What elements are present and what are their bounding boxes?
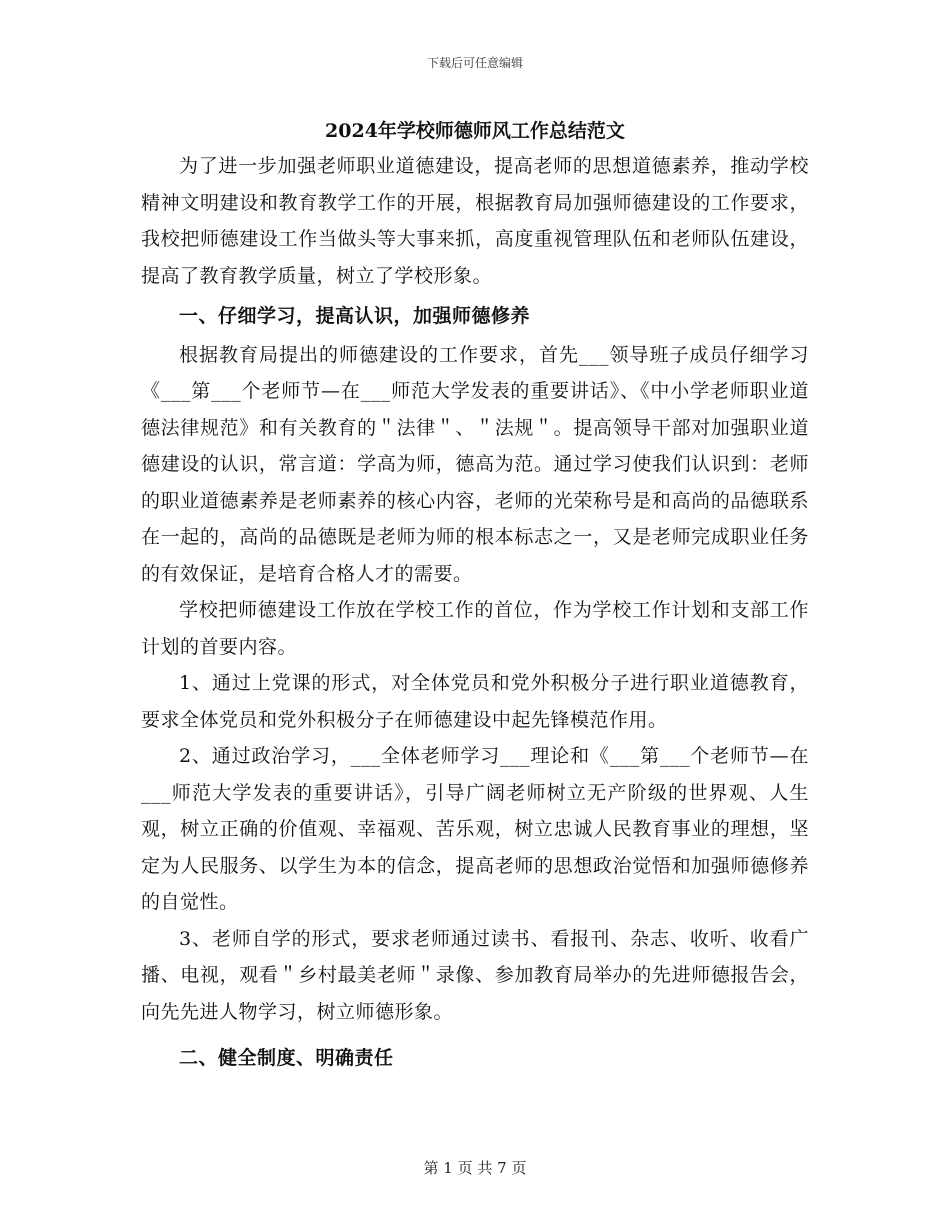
header-note: 下载后可任意编辑	[426, 56, 523, 70]
section-heading-1: 一、仔细学习，提高认识，加强师德修养	[179, 305, 531, 327]
body-paragraph: 学校把师德建设工作放在学校工作的首位，作为学校工作计划和支部工作计划的首要内容。	[141, 599, 809, 658]
list-item-2: 2、通过政治学习，___全体老师学习___理论和《___第___个老师节—在___师范大学发表的重要讲话》，引导广阔老师树立无产阶级的世界观、人生观，树立正确的价值观、幸福观、苦乐观，树立忠诚人民教育事业的理想，坚定为人民服务、以学生为本的信念，提高老师的思想政治觉悟和加强师德修养的自觉性。	[141, 745, 809, 913]
list-item-3: 3、老师自学的形式，要求老师通过读书、看报刊、杂志、收听、收看广播、电视，观看＂乡村最美老师＂录像、参加教育局举办的先进师德报告会，向先先进人物学习，树立师德形象。	[141, 927, 809, 1023]
list-item-1: 1、通过上党课的形式，对全体党员和党外积极分子进行职业道德教育，要求全体党员和党外积极分子在师德建设中起先锋模范作用。	[141, 672, 809, 731]
intro-paragraph: 为了进一步加强老师职业道德建设，提高老师的思想道德素养，推动学校精神文明建设和教育教学工作的开展，根据教育局加强师德建设的工作要求，我校把师德建设工作当做头等大事来抓，高度重视管理队伍和老师队伍建设，提高了教育教学质量，树立了学校形象。	[141, 155, 809, 287]
section-heading-2: 二、健全制度、明确责任	[179, 1047, 394, 1069]
document-title: 2024年学校师德师风工作总结范文	[325, 120, 625, 142]
document-body	[141, 148, 809, 1079]
body-paragraph: 根据教育局提出的师德建设的工作要求，首先___领导班子成员仔细学习《___第___个老师节—在___师范大学发表的重要讲话》、《中小学老师职业道德法律规范》和有关教育的＂法律＂、＂法规＂。提高领导干部对加强职业道德建设的认识，常言道：学高为师，德高为范。通过学习使我们认识到：老师的职业道德素养是老师素养的核心内容，老师的光荣称号是和高尚的品德联系在一起的，高尚的品德既是老师为师的根本标志之一，又是老师完成职业任务的有效保证，是培育合格人才的需要。	[141, 343, 809, 585]
page-number-footer: 第 1 页 共 7 页	[423, 1159, 527, 1177]
